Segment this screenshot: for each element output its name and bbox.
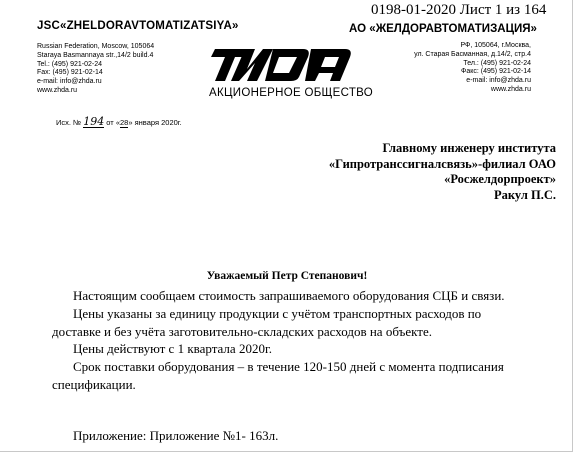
address-ru-line: ул. Старая Басманная, д.14/2, стр.4: [414, 50, 531, 58]
body-paragraph: Настоящим сообщаем стоимость запрашиваемого оборудования СЦБ и связи.: [73, 288, 505, 303]
body-paragraph: Срок поставки оборудования – в течение 120-150 дней с момента подписания: [73, 359, 504, 375]
address-en: [37, 43, 154, 96]
company-name-en: JSC«ZHELDORAVTOMATIZATSIYA»: [37, 20, 239, 32]
page-number: 0198-01-2020 Лист 1 из 164: [371, 2, 547, 18]
address-en-line: Russian Federation, Moscow, 105064: [37, 43, 155, 50]
address-en-line: e-mail: info@zhda.ru: [37, 78, 102, 86]
body-paragraph: спецификации.: [52, 376, 136, 392]
recipient-block: [329, 141, 556, 203]
address-ru-line: www.zhda.ru: [490, 85, 531, 93]
address-ru-line: Тел.: (495) 921-02-24: [463, 59, 531, 67]
recipient-line: Главному инженеру института: [382, 141, 556, 155]
outgoing-from: от «: [106, 118, 120, 127]
address-en-line: Tel.: (495) 921-02-24: [37, 60, 102, 68]
address-en-line: www.zhda.ru: [37, 86, 78, 94]
outgoing-number-value: 194: [83, 115, 105, 128]
recipient-line: «Гипротранссигналсвязь»-филиал ОАО: [328, 156, 556, 171]
address-en-line: Fax: (495) 921-02-14: [37, 69, 103, 77]
outgoing-date-rest: » января 2020г.: [128, 118, 182, 127]
address-en-line: Staraya Basmannaya str.,14/2 build.4: [37, 51, 154, 59]
logo-caption: АКЦИОНЕРНОЕ ОБЩЕСТВО: [209, 87, 373, 99]
body-paragraph: доставке и без учёта заготовительно-складских расходов на объекте.: [52, 323, 432, 339]
outgoing-day: 28: [120, 118, 129, 127]
body-paragraph: Цены действуют с 1 квартала 2020г.: [73, 341, 273, 357]
company-logo: [207, 37, 367, 87]
recipient-line: Ракул П.С.: [494, 187, 556, 202]
recipient-line: «Росжелдорпроект»: [444, 172, 556, 187]
body-paragraph: Цены указаны за единицу продукции с учётом транспортных расходов по: [73, 305, 482, 321]
company-name-ru: АО «ЖЕЛДОРАВТОМАТИЗАЦИЯ»: [349, 23, 537, 35]
outgoing-number: [56, 117, 182, 128]
outgoing-prefix: Исх. №: [56, 118, 82, 127]
attachment-line: Приложение: Приложение №1- 163л.: [73, 428, 279, 443]
salutation: Уважаемый Петр Степанович!: [206, 270, 368, 282]
address-ru: [414, 42, 531, 95]
address-ru-line: РФ, 105064, г.Москва,: [460, 42, 531, 49]
letter-body: [52, 287, 552, 394]
address-ru-line: Факс: (495) 921-02-14: [461, 68, 531, 76]
address-ru-line: e-mail: info@zhda.ru: [466, 77, 531, 85]
